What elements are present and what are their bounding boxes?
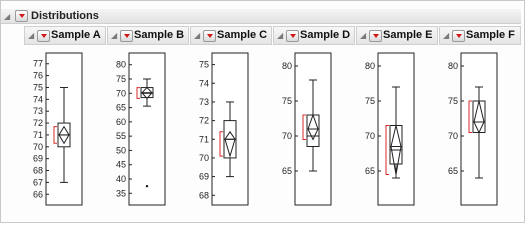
disclosure-triangle-icon[interactable]: ◢	[277, 31, 284, 40]
tick-label: 80	[447, 61, 458, 71]
tick-label: 70	[198, 152, 209, 163]
iqr-box	[224, 121, 236, 158]
tick-label: 70	[364, 131, 375, 141]
tick-label: 72	[32, 118, 43, 129]
tick-label: 35	[115, 188, 126, 199]
mean-diamond	[59, 127, 69, 144]
tick-label: 65	[115, 102, 126, 113]
tick-label: 75	[198, 59, 209, 70]
mean-diamond	[225, 132, 235, 156]
confidence-bracket	[54, 127, 57, 144]
tick-label: 68	[32, 165, 43, 176]
plot-frame	[295, 53, 331, 205]
tick-label: 80	[281, 61, 292, 71]
outline-header-distributions[interactable]	[1, 9, 521, 24]
panel-header[interactable]	[107, 26, 189, 45]
tick-label: 65	[364, 166, 375, 176]
confidence-bracket	[303, 115, 306, 140]
iqr-box	[307, 115, 319, 147]
tick-label: 65	[281, 166, 292, 176]
panel-header[interactable]	[190, 26, 272, 45]
plot-frame	[129, 53, 165, 205]
panel-title: Sample D	[300, 29, 351, 41]
mean-diamond	[308, 115, 318, 140]
red-triangle-menu-icon[interactable]	[37, 30, 50, 42]
plot-frame	[461, 53, 497, 205]
tick-label: 69	[198, 171, 209, 182]
red-triangle-menu-icon[interactable]	[286, 30, 299, 42]
tick-label: 45	[115, 159, 126, 170]
tick-label: 67	[32, 177, 43, 188]
plot-frame	[46, 53, 82, 205]
disclosure-triangle-icon[interactable]: ◢	[28, 31, 35, 40]
tick-label: 70	[447, 131, 458, 141]
tick-label: 50	[115, 145, 126, 156]
red-triangle-menu-icon[interactable]	[203, 30, 216, 42]
tick-label: 55	[115, 131, 126, 142]
panel-title: Sample B	[134, 29, 185, 41]
disclosure-triangle-icon[interactable]: ◢	[194, 31, 201, 40]
tick-label: 77	[32, 58, 43, 69]
confidence-bracket	[220, 132, 223, 156]
panel-header[interactable]	[273, 26, 355, 45]
tick-label: 73	[198, 96, 209, 107]
iqr-box	[390, 126, 402, 165]
confidence-bracket	[137, 88, 140, 99]
tick-label: 75	[364, 96, 375, 106]
tick-label: 80	[364, 61, 375, 71]
red-triangle-menu-icon[interactable]	[452, 30, 465, 42]
tick-label: 60	[115, 116, 126, 127]
disclosure-triangle-icon[interactable]: ◢	[4, 12, 11, 21]
tick-label: 70	[281, 131, 292, 141]
confidence-bracket	[386, 126, 389, 175]
panel-title: Sample A	[51, 29, 101, 41]
tick-label: 72	[198, 115, 209, 126]
tick-label: 75	[281, 96, 292, 106]
tick-label: 65	[447, 166, 458, 176]
mean-diamond	[391, 126, 401, 175]
tick-label: 66	[32, 189, 43, 200]
plot-frame	[378, 53, 414, 205]
tick-label: 69	[32, 153, 43, 164]
tick-label: 73	[32, 106, 43, 117]
tick-label: 75	[115, 74, 126, 84]
tick-label: 75	[447, 96, 458, 106]
tick-label: 71	[32, 129, 43, 140]
plot-frame	[212, 53, 248, 205]
disclosure-triangle-icon[interactable]: ◢	[360, 31, 367, 40]
panel-header[interactable]	[439, 26, 521, 45]
tick-label: 71	[198, 134, 209, 145]
red-triangle-menu-icon[interactable]	[369, 30, 382, 42]
red-triangle-menu-icon[interactable]	[120, 30, 133, 42]
tick-label: 70	[32, 141, 43, 152]
panel-header[interactable]	[24, 26, 106, 45]
confidence-bracket	[469, 101, 472, 133]
iqr-box	[473, 101, 485, 133]
disclosure-triangle-icon[interactable]: ◢	[443, 31, 450, 40]
mean-diamond	[142, 88, 152, 99]
panel-title: Sample F	[466, 29, 515, 41]
iqr-box	[58, 123, 70, 147]
tick-label: 75	[32, 82, 43, 93]
panel-title: Sample E	[383, 29, 433, 41]
tick-label: 74	[198, 78, 209, 89]
disclosure-triangle-icon[interactable]: ◢	[111, 31, 118, 40]
red-triangle-menu-icon[interactable]	[15, 10, 28, 22]
tick-label: 76	[32, 70, 43, 81]
panel-header[interactable]	[356, 26, 438, 45]
outlier-point	[146, 185, 148, 187]
tick-label: 70	[115, 88, 126, 99]
panel-title: Sample C	[217, 29, 268, 41]
tick-label: 40	[115, 174, 126, 184]
tick-label: 80	[115, 59, 126, 70]
iqr-box	[141, 88, 153, 98]
tick-label: 68	[198, 190, 209, 201]
tick-label: 74	[32, 94, 43, 105]
report-title: Distributions	[31, 10, 99, 22]
mean-diamond	[474, 101, 484, 133]
